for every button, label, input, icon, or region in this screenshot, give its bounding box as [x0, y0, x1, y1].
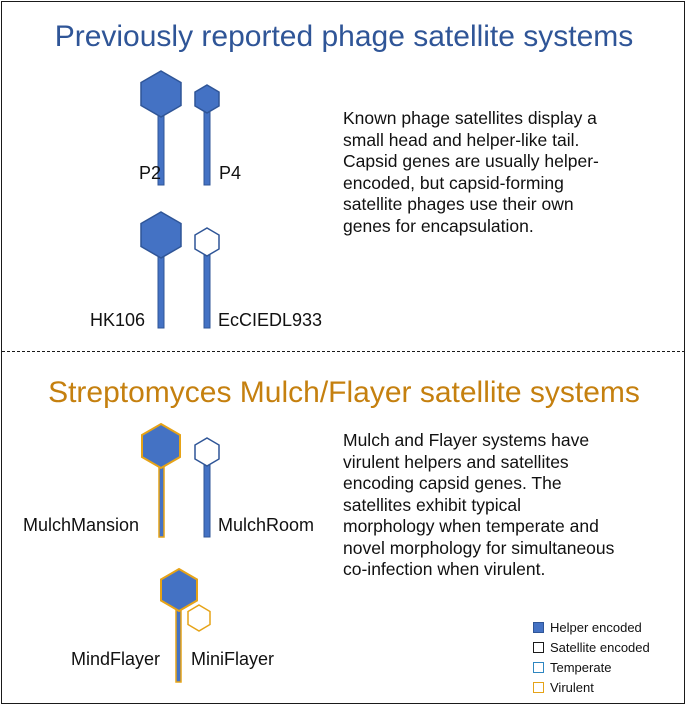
- bottom-description-line: Mulch and Flayer systems have: [343, 430, 590, 450]
- legend-label: Virulent: [550, 679, 594, 695]
- legend-item: [533, 677, 683, 697]
- legend-swatch-satellite: [533, 642, 544, 653]
- mulchmansion-tail: [159, 462, 164, 537]
- label-p2: P2: [139, 163, 162, 183]
- p4-tail: [204, 106, 210, 185]
- label-mulchmansion: MulchMansion: [23, 515, 140, 535]
- bottom-section-title: Streptomyces Mulch/Flayer satellite systems: [48, 376, 640, 409]
- label-p4: P4: [219, 163, 242, 183]
- top-description-line: encoded, but capsid-forming: [343, 172, 564, 193]
- legend-swatch-virulent: [533, 682, 544, 693]
- ecciedl933-capsid: [195, 228, 219, 256]
- p4-capsid: [195, 85, 219, 113]
- mindflayer-capsid: [161, 569, 197, 611]
- bottom-description-line: co-infection when virulent.: [343, 559, 546, 579]
- p2-capsid: [141, 71, 181, 117]
- p4-phage: [195, 85, 219, 185]
- legend-swatch-helper: [533, 622, 544, 633]
- label-mulchroom: MulchRoom: [218, 515, 315, 535]
- hk106-phage: [141, 212, 181, 328]
- legend: [533, 617, 683, 697]
- label-miniflayer: MiniFlayer: [191, 649, 275, 669]
- bottom-description-line: novel morphology for simultaneous: [343, 537, 615, 558]
- hk106-tail: [158, 250, 164, 328]
- mulchmansion-capsid: [142, 424, 180, 468]
- ecciedl933-tail: [204, 253, 210, 328]
- bottom-description-line: encoding capsid genes. The: [343, 473, 562, 493]
- mulchroom-phage: [195, 438, 219, 537]
- legend-label: Temperate: [550, 659, 612, 675]
- legend-label: Helper encoded: [550, 619, 642, 635]
- top-description-line: Capsid genes are usually helper-: [343, 151, 599, 171]
- mulchmansion-phage: [142, 424, 180, 537]
- mulchroom-capsid: [195, 438, 219, 466]
- legend-item: [533, 637, 683, 657]
- legend-swatch-temperate: [533, 662, 544, 673]
- bottom-description-line: satellites exhibit typical: [343, 494, 521, 515]
- miniflayer-capsid: [188, 605, 210, 631]
- legend-label: Satellite encoded: [550, 639, 650, 655]
- top-description-line: Known phage satellites display a: [343, 108, 597, 128]
- bottom-description-line: virulent helpers and satellites: [343, 451, 569, 472]
- mindflayer-tail: [176, 606, 181, 682]
- top-description-line: satellite phages use their own: [343, 194, 574, 214]
- ecciedl933-phage: [195, 228, 219, 328]
- top-section-title: Previously reported phage satellite systems: [54, 20, 634, 53]
- top-description-line: genes for encapsulation.: [343, 215, 534, 236]
- top-description-line: small head and helper-like tail.: [343, 129, 580, 150]
- legend-item: [533, 617, 683, 637]
- legend-item: [533, 657, 683, 677]
- label-hk106: HK106: [90, 310, 146, 330]
- miniflayer-phage: [188, 605, 210, 631]
- mulchroom-tail: [204, 459, 210, 537]
- label-ecciedl933: EcCIEDL933: [218, 310, 323, 330]
- bottom-description-line: morphology when temperate and: [343, 516, 599, 536]
- hk106-capsid: [141, 212, 181, 258]
- label-mindflayer: MindFlayer: [71, 649, 161, 669]
